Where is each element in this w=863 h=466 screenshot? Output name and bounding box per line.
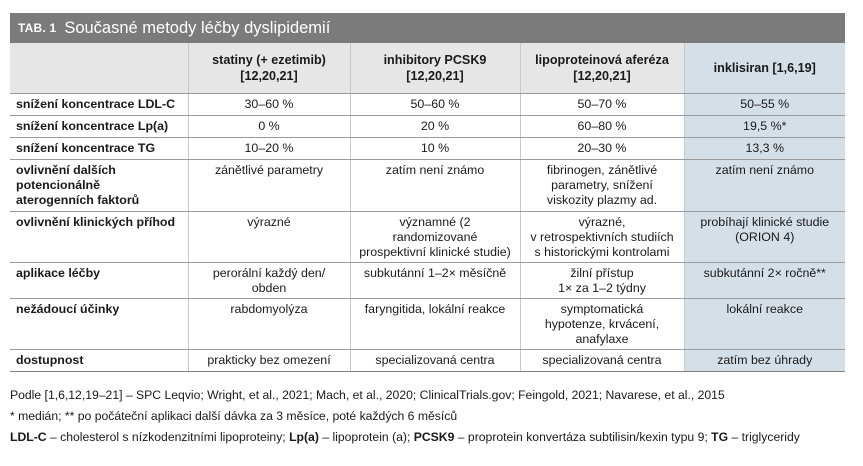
table-cell: rabdomyolýza (188, 298, 350, 349)
abbreviation-term: TG (711, 430, 729, 444)
table-cell: subkutánní 2× ročně** (684, 262, 845, 298)
table-cell: zatím není známo (350, 159, 520, 211)
table-cell: faryngitida, lokální reakce (350, 298, 520, 349)
table-cell: zatím bez úhrady (684, 349, 845, 371)
treatment-table (10, 43, 845, 372)
row-label: aplikace léčby (10, 262, 188, 298)
column-header: statiny (+ ezetimib) [12,20,21] (188, 43, 350, 93)
sources-note: Podle [1,6,12,19–21] – SPC Leqvio; Wright, et al., 2021; Mach, et al., 2020; ClinicalTrials.gov; Feingold, 2021; Navarese, et al., 2015 (10, 388, 725, 402)
abbreviation-definition: – cholesterol s nízkodenzitními lipoproteiny; (46, 430, 290, 444)
table-row (10, 349, 845, 371)
table-cell: žilní přístup 1× za 1–2 týdny (520, 262, 684, 298)
table-cell: 50–60 % (350, 93, 520, 115)
table-row (10, 93, 845, 115)
column-header: inklisiran [1,6,19] (684, 43, 845, 93)
table-cell: významné (2 randomizované prospektivní klinické studie) (350, 211, 520, 262)
table-cell: prakticky bez omezení (188, 349, 350, 371)
row-label: snížení koncentrace Lp(a) (10, 115, 188, 137)
abbreviation-definition: – lipoprotein (a); (318, 430, 414, 444)
table-cell: 50–55 % (684, 93, 845, 115)
row-label: nežádoucí účinky (10, 298, 188, 349)
table-cell: výrazné (188, 211, 350, 262)
column-header: inhibitory PCSK9 [12,20,21] (350, 43, 520, 93)
table-title-bar (10, 13, 845, 43)
table-cell: výrazné, v retrospektivních studiích s historickými kontrolami (520, 211, 684, 262)
table-cell: 19,5 %* (684, 115, 845, 137)
row-label: snížení koncentrace TG (10, 137, 188, 159)
abbreviation-term: Lp(a) (289, 430, 319, 444)
table-cell: 0 % (188, 115, 350, 137)
table-cell: 10 % (350, 137, 520, 159)
table-cell: 60–80 % (520, 115, 684, 137)
row-label: ovlivnění klinických příhod (10, 211, 188, 262)
footnote: * medián; ** po počáteční aplikaci další dávka za 3 měsíce, poté každých 6 měsíců (10, 409, 458, 423)
table-cell: 10–20 % (188, 137, 350, 159)
abbreviation-term: PCSK9 (413, 430, 455, 444)
table-title: Současné metody léčby dyslipidemií (64, 18, 331, 37)
table-notes (10, 385, 855, 448)
table-cell: symptomatická hypotenze, krvácení, anafylaxe (520, 298, 684, 349)
table-cell: subkutánní 1–2× měsíčně (350, 262, 520, 298)
table-row (10, 211, 845, 262)
table-cell: 30–60 % (188, 93, 350, 115)
table-cell: zatím není známo (684, 159, 845, 211)
table-cell: 13,3 % (684, 137, 845, 159)
table-cell: 20 % (350, 115, 520, 137)
row-label: dostupnost (10, 349, 188, 371)
abbreviation-term: LDL-C (10, 430, 47, 444)
table-cell: probíhají klinické studie (ORION 4) (684, 211, 845, 262)
table-tag: TAB. 1 (18, 21, 57, 35)
table-cell: perorální každý den/ obden (188, 262, 350, 298)
table-row (10, 137, 845, 159)
table-cell: zánětlivé parametry (188, 159, 350, 211)
abbreviation-definition: – triglyceridy (728, 430, 800, 444)
header-corner (10, 43, 188, 93)
table-container (10, 13, 845, 372)
table-cell: lokální reakce (684, 298, 845, 349)
table-row (10, 262, 845, 298)
table-row (10, 115, 845, 137)
table-row (10, 298, 845, 349)
abbreviation-definition: – proprotein konvertáza subtilisin/kexin typu 9; (454, 430, 712, 444)
column-header: lipoproteinová aferéza [12,20,21] (520, 43, 684, 93)
table-row (10, 159, 845, 211)
row-label: snížení koncentrace LDL-C (10, 93, 188, 115)
table-cell: 20–30 % (520, 137, 684, 159)
table-cell: 50–70 % (520, 93, 684, 115)
table-header-row (10, 43, 845, 93)
table-body (10, 93, 845, 371)
row-label: ovlivnění dalších potencionálně aterogenních faktorů (10, 159, 188, 211)
abbreviations-note (10, 427, 855, 448)
table-cell: fibrinogen, zánětlivé parametry, snížení viskozity plazmy ad. (520, 159, 684, 211)
table-cell: specializovaná centra (520, 349, 684, 371)
table-cell: specializovaná centra (350, 349, 520, 371)
